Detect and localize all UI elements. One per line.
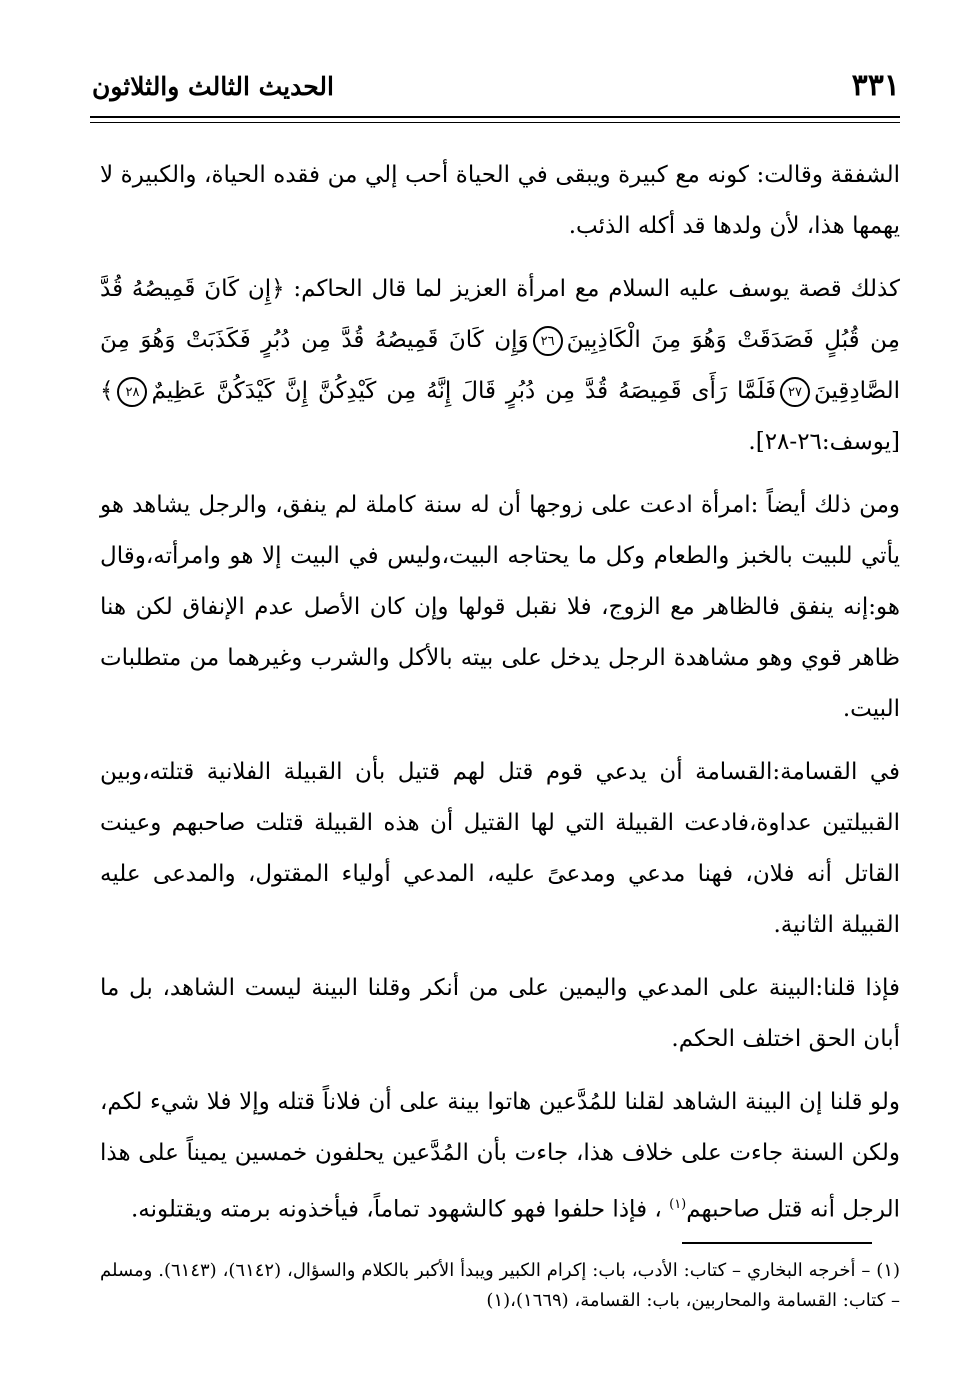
quran-reference: ﴾[يوسف:٢٦-٢٨]. — [100, 378, 900, 455]
page-body — [100, 150, 900, 1248]
paragraph-4: في القسامة:القسامة أن يدعي قوم قتل لهم قتيل بأن القبيلة الفلانية قتلته،وبين القبيلتين عداوة،فادعت القبيلة التي لها القتيل أن هذه القبيلة قتلت صاحبهم وعينت القاتل أنه فلان، فهنا مدعي ومدعىً عليه، المدعي أولياء المقتول، والمدعى عليه القبيلة الثانية. — [100, 759, 900, 938]
footnote-separator — [682, 1242, 872, 1244]
quran-verse-26: كذلك قصة يوسف عليه السلام مع امرأة العزيز لما قال الحاكم: ﴿إِن كَانَ قَمِيصُهُ قُدَّ مِن قُبُلٍ فَصَدَقَتْ وَهُوَ مِنَ الْكَاذِبِينَ — [100, 276, 900, 353]
ayah-number-marker: ٢٧ — [780, 377, 810, 407]
quran-verse-28: فَلَمَّا رَأَى قَمِيصَهُ قُدَّ مِن دُبُرٍ قَالَ إِنَّهُ مِن كَيْدِكُنَّ إِنَّ كَيْدَكُنَّ عَظِيمٌ — [151, 378, 776, 404]
paragraph-1: الشفقة وقالت: كونه مع كبيرة ويبقى في الحياة أحب إلي من فقده الحياة، والكبيرة لا يهمها هذا، لأن ولدها قد أكله الذئب. — [100, 162, 900, 239]
running-title: الحديث الثالث والثلاثون — [92, 72, 334, 101]
footnote-reference[interactable]: (١) — [669, 1197, 687, 1212]
page-header — [92, 68, 900, 108]
ayah-number-marker: ٢٨ — [117, 377, 147, 407]
ayah-number-marker: ٢٦ — [533, 326, 563, 356]
paragraph-6-text-a: ولو قلنا إن البينة الشاهد لقلنا للمُدَّعين هاتوا بينة على أن فلاناً قتله وإلا فلا شيء لكم، ولكن السنة جاءت على خلاف هذا، جاءت بأن المُدَّعين يحلفون خمسين يميناً على هذا الرجل أنه قتل صاحبهم — [100, 1089, 900, 1223]
footnotes — [100, 1256, 900, 1316]
quran-verse-27: وَإِن كَانَ قَمِيصُهُ قُدَّ مِن دُبُرٍ فَكَذَبَتْ وَهُوَ مِنَ الصَّادِقِينَ — [100, 327, 900, 404]
paragraph-6 — [100, 1077, 900, 1236]
header-rule-thin — [90, 122, 900, 123]
footnote-1: (١) – أخرجه البخاري – كتاب: الأدب، باب: إكرام الكبير ويبدأ الأكبر بالكلام والسؤال، (٦١٤٢)، (٦١٤٣). ومسلم – كتاب: القسامة والمحاربين، باب: القسامة، (١٦٦٩)،(١) — [100, 1260, 901, 1311]
paragraph-5: فإذا قلنا:البينة على المدعي واليمين على من أنكر وقلنا البينة ليست الشاهد، بل ما أبان الحق اختلف الحكم. — [100, 975, 900, 1052]
header-rule — [90, 116, 900, 118]
paragraph-6-text-b: ، فإذا حلفوا فهو كالشهود تماماً، فيأخذونه برمته ويقتلونه. — [130, 1196, 670, 1223]
paragraph-quran-story — [100, 264, 900, 468]
paragraph-3: ومن ذلك أيضاً :امرأة ادعت على زوجها أن له سنة كاملة لم ينفق، والرجل يشاهد هو يأتي للبيت بالخبز والطعام وكل ما يحتاجه البيت،وليس في البيت إلا هو وامرأته،وقال هو:إنه ينفق فالظاهر مع الزوج، فلا نقبل قولها وإن كان الأصل عدم الإنفاق لكن هنا ظاهر قوي وهو مشاهدة الرجل يدخل على بيته بالأكل والشرب وغيرهما من متطلبات البيت. — [100, 492, 900, 722]
page-number: ٣٣١ — [851, 68, 900, 103]
